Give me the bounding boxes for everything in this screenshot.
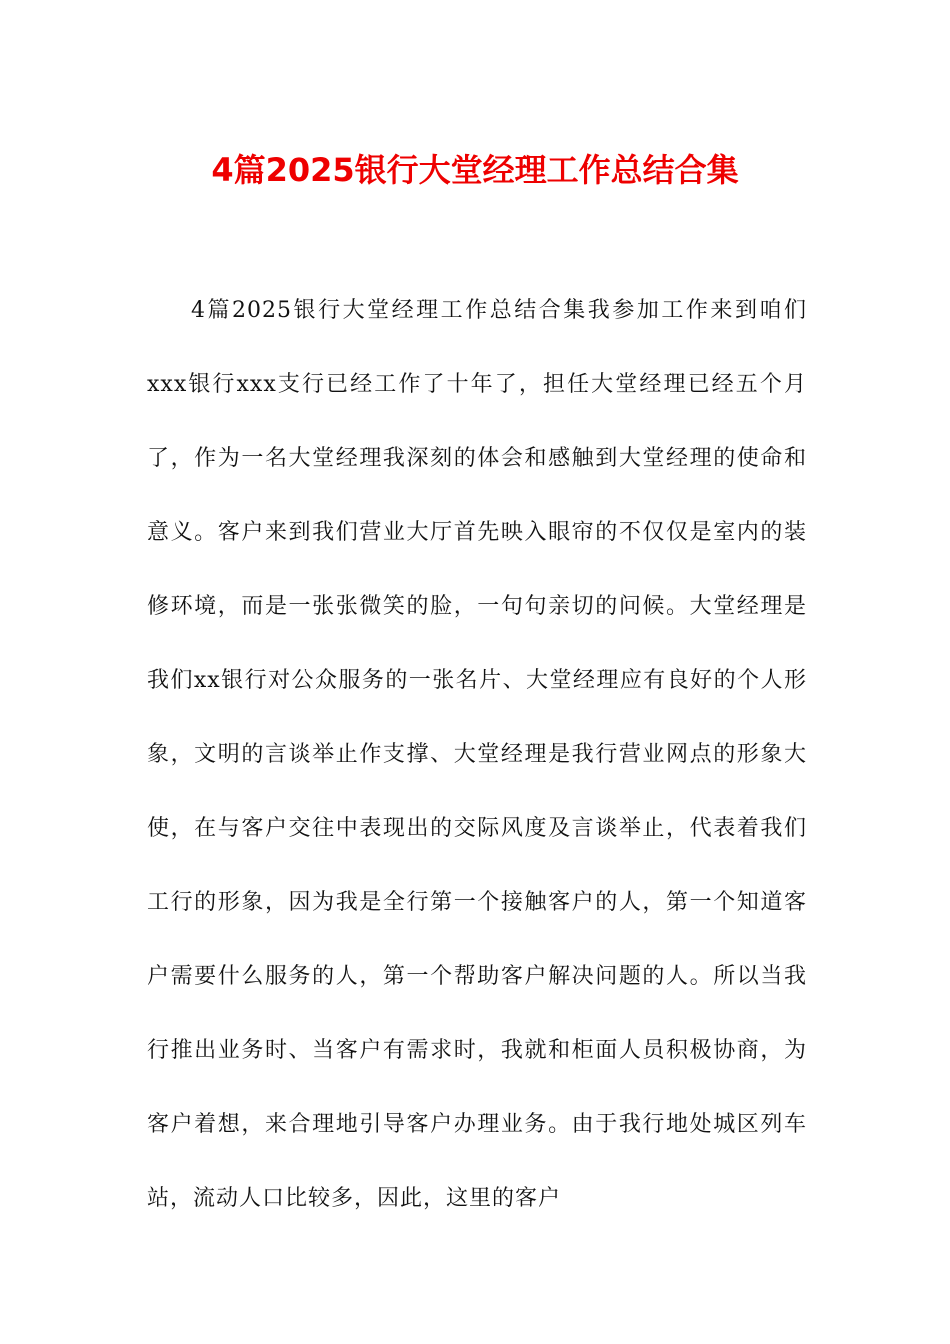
document-title: 4篇2025银行大堂经理工作总结合集 <box>211 151 739 189</box>
body-paragraph: 4篇2025银行大堂经理工作总结合集我参加工作来到咱们xxx银行xxx支行已经工作了十年了，担任大堂经理已经五个月了，作为一名大堂经理我深刻的体会和感触到大堂经理的使命和意义。客户来到我们营业大厅首先映入眼帘的不仅仅是室内的装修环境，而是一张张微笑的脸，一句句亲切的问候。大堂经理是我们xx银行对公众服务的一张名片、大堂经理应有良好的个人形象，文明的言谈举止作支撑、大堂经理是我行营业网点的形象大使，在与客户交往中表现出的交际风度及言谈举止，代表着我们工行的形象，因为我是全行第一个接触客户的人，第一个知道客户需要什么服务的人，第一个帮助客户解决问题的人。所以当我行推出业务时、当客户有需求时，我就和柜面人员积极协商，为客户着想，来合理地引导客户办理业务。由于我行地处城区列车站，流动人口比较多，因此，这里的客户 <box>147 298 807 1211</box>
